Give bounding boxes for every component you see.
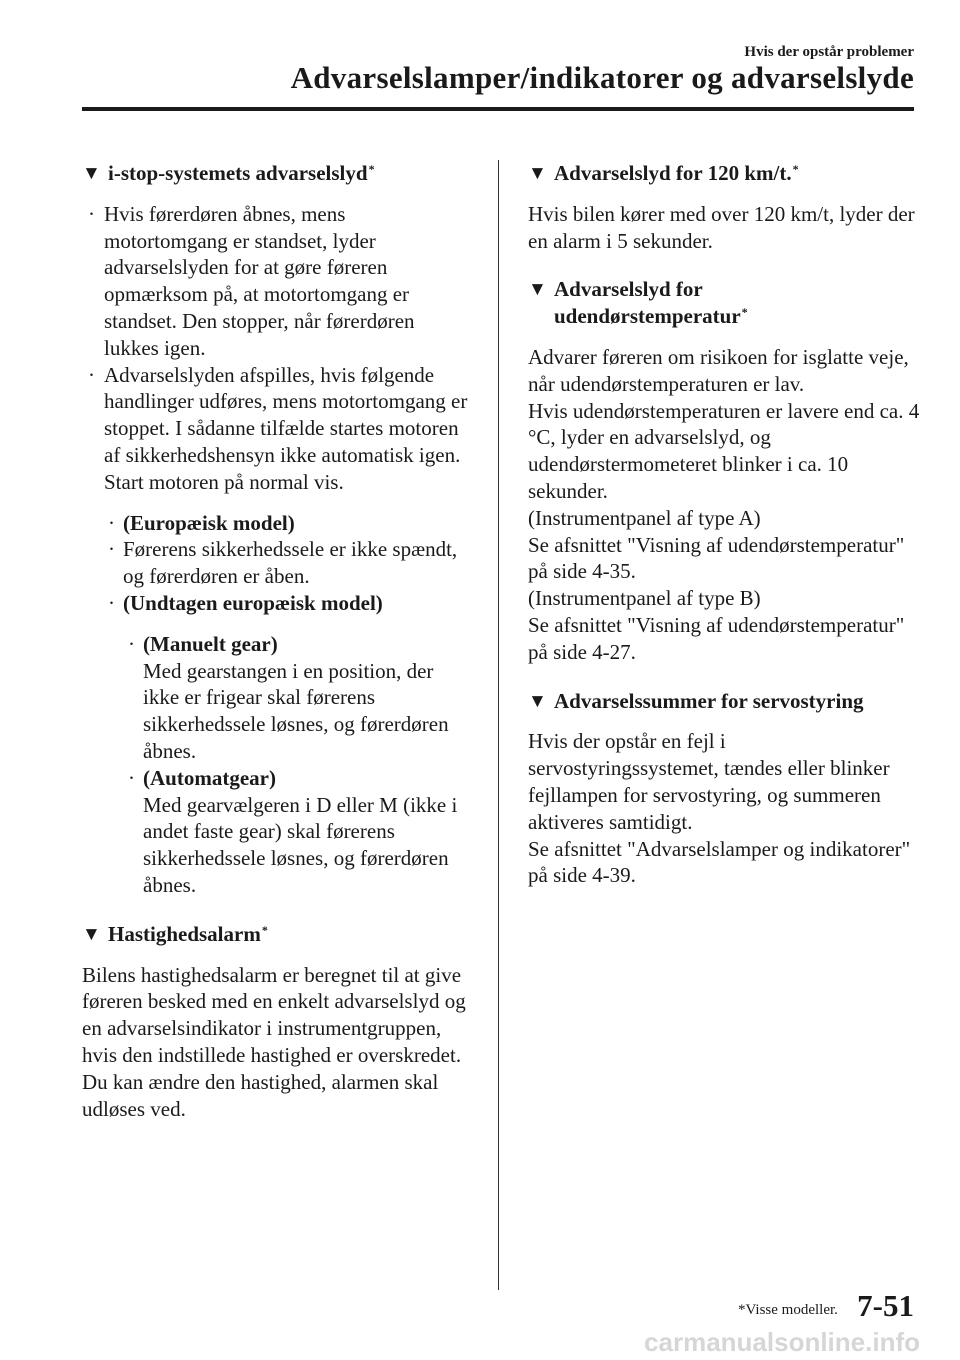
section-heading-power-steering: [528, 688, 920, 715]
column-divider: [498, 160, 499, 1290]
header-rule: [82, 107, 914, 111]
paragraph: (Instrumentpanel af type B): [528, 586, 761, 611]
section-heading-120kmh: [528, 160, 920, 187]
asterisk-mark: *: [368, 162, 375, 176]
sub-item-text: Med gearvælgeren i D eller M (ikke i andet faste gear) skal førerens sikkerhedssele løsnes, og førerdøren åbnes.: [143, 792, 458, 897]
triangle-icon: ▼: [528, 279, 547, 301]
sub-item-text: Med gearstangen i en position, der ikke er frigear skal førerens sikkerhedssele løsnes, og førerdøren åbnes.: [143, 658, 449, 763]
paragraph: (Instrumentpanel af type A): [528, 505, 761, 530]
section-heading-outside-temp: [528, 276, 920, 330]
section-heading-text: udendørstemperatur: [554, 304, 741, 329]
header-section-label: Hvis der opstår problemer: [744, 44, 914, 60]
page-title: Advarselslamper/indikatorer og advarselslyde: [290, 60, 914, 95]
sub-item-label: (Automatgear): [143, 765, 276, 790]
paragraph: Du kan ændre den hastighed, alarmen skal udløses ved.: [82, 1069, 439, 1121]
page-number: 7-51: [857, 1288, 914, 1323]
footer-note: *Visse modeller.: [738, 1302, 838, 1318]
paragraph: Se afsnittet "Visning af udendørstemperatur" på side 4-35.: [528, 532, 905, 584]
paragraph: Hvis bilen kører med over 120 km/t, lyder der en alarm i 5 sekunder.: [528, 201, 915, 253]
paragraph: Hvis udendørstemperaturen er lavere end ca. 4 °C, lyder en advarselslyd, og udendørstermometeret blinker i ca. 10 sekunder.: [528, 398, 920, 503]
sub-item-text: · Førerens sikkerhedssele er ikke spændt, og førerdøren er åben.: [102, 536, 474, 590]
triangle-icon: ▼: [82, 923, 101, 945]
section-heading-speed-alarm: [82, 921, 474, 948]
right-column: [528, 160, 920, 889]
paragraph: Se afsnittet "Visning af udendørstemperatur" på side 4-27.: [528, 612, 905, 664]
paragraph: Advarer føreren om risikoen for isglatte veje, når udendørstemperaturen er lav.: [528, 344, 909, 396]
bullet-item: · Hvis førerdøren åbnes, mens motortomgang er standset, lyder advarselslyden for at gøre føreren opmærksom på, at motortomgang er standset. Den stopper, når førerdøren lukkes igen.: [82, 201, 474, 362]
sub-item-label: (Europæisk model): [123, 510, 295, 535]
asterisk-mark: *: [741, 305, 748, 320]
bullet-item: · Advarselslyden afspilles, hvis følgende handlinger udføres, mens motortomgang er stoppet. I sådanne tilfælde startes motoren af sikkerhedshensyn ikke automatisk igen. Start motoren på normal vis.: [82, 362, 474, 496]
watermark: carmanualsonline.info: [644, 1327, 920, 1357]
section-heading-text: Advarselssummer for servostyring: [554, 688, 864, 713]
sub-item-label: (Manuelt gear): [143, 631, 278, 656]
paragraph: Bilens hastighedsalarm er beregnet til at give føreren besked med en enkelt advarselslyd og en advarselsindikator i instrumentgruppen, hvis den indstillede hastighed er overskredet.: [82, 962, 466, 1067]
triangle-icon: ▼: [528, 690, 547, 712]
section-heading-text: Advarselslyd for 120 km/t.: [554, 161, 792, 185]
sub-item-label: (Undtagen europæisk model): [123, 590, 383, 615]
asterisk-mark: *: [792, 162, 799, 176]
section-heading-istop: [82, 160, 474, 187]
paragraph: Se afsnittet "Advarselslamper og indikatorer" på side 4-39.: [528, 836, 911, 888]
left-column: [82, 160, 474, 1122]
section-heading-text: Advarselslyd for: [554, 277, 703, 302]
asterisk-mark: *: [261, 922, 268, 937]
paragraph: Hvis der opstår en fejl i servostyringssystemet, tændes eller blinker fejllampen for servostyring, og summeren aktiveres samtidigt.: [528, 729, 890, 834]
sub-list-european: [102, 510, 474, 617]
section-heading-text: Hastighedsalarm: [108, 921, 261, 946]
triangle-icon: ▼: [528, 163, 547, 184]
section-heading-text: i-stop-systemets advarselslyd: [108, 161, 368, 185]
sub-list-gear: [122, 631, 474, 899]
triangle-icon: ▼: [82, 163, 101, 184]
